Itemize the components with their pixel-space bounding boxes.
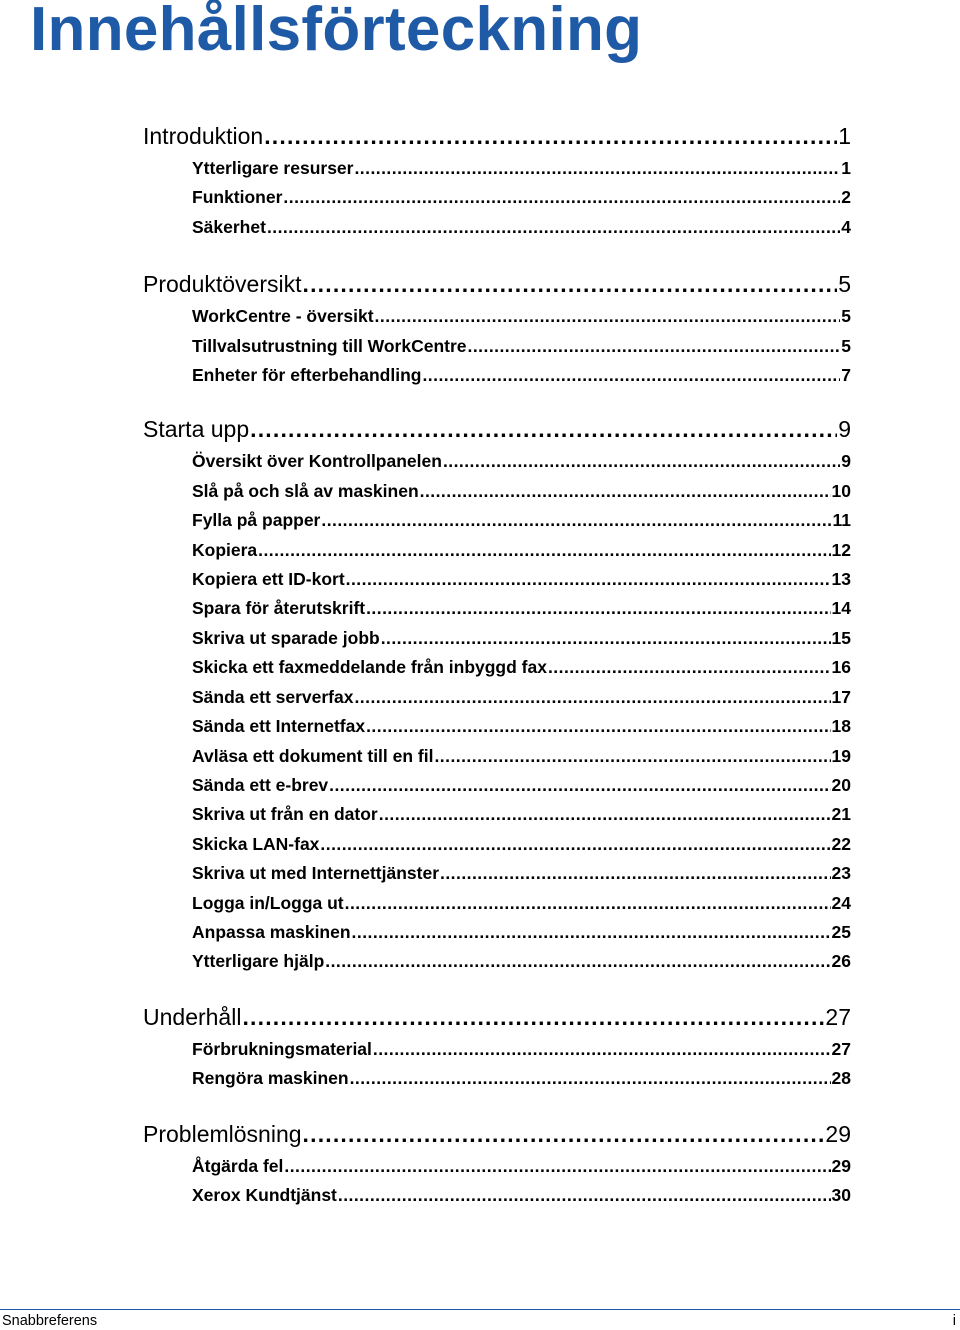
toc-subsection-entry[interactable] [143,565,851,594]
toc-subsection-entry-label: Enheter för efterbehandling [192,365,422,386]
toc-subsection-entry-label: Logga in/Logga ut [192,892,344,913]
toc-subsection-entry-label: WorkCentre - översikt [192,306,374,327]
dot-leader [422,361,840,390]
footer-divider [0,1309,960,1310]
toc-subsection-entry-page-number: 24 [831,892,851,913]
toc-subsection-entry[interactable] [143,889,851,918]
dot-leader [250,411,837,447]
toc-subsection-entry[interactable] [143,830,851,859]
toc-subsection-entry-page-number: 9 [841,451,851,472]
toc-subsection-entry-label: Åtgärda fel [192,1155,284,1176]
dot-leader [258,536,830,565]
toc-subsection-entry-page-number: 12 [831,539,851,560]
toc-subsection-entry[interactable] [143,683,851,712]
toc-chapter-entry[interactable] [143,411,851,447]
toc-subsection-entry[interactable] [143,1064,851,1093]
dot-leader [350,1064,831,1093]
toc-subsection-entry-page-number: 30 [831,1184,851,1205]
toc-subsection-entry[interactable] [143,183,851,212]
toc-subsection-entry[interactable] [143,1152,851,1181]
page-title: Innehållsförteckning [30,0,643,64]
toc-subsection-entry-page-number: 23 [831,863,851,884]
toc-subsection-entry[interactable] [143,332,851,361]
toc-subsection-entry-label: Slå på och slå av maskinen [192,480,419,501]
toc-subsection-entry-label: Sända ett Internetfax [192,716,366,737]
dot-leader [366,712,830,741]
toc-subsection-entry-label: Skriva ut sparade jobb [192,627,380,648]
toc-subsection-entry[interactable] [143,771,851,800]
toc-subsection-entry-label: Säkerhet [192,216,266,237]
toc-subsection-entry-page-number: 17 [831,686,851,707]
footer-page-number: i [952,1313,956,1329]
toc-subsection-entry-page-number: 27 [831,1038,851,1059]
dot-leader [345,889,831,918]
toc-subsection-entry-page-number: 20 [831,774,851,795]
toc-section [143,411,851,976]
dot-leader [303,266,838,302]
toc-chapter-entry-page-number: 9 [838,416,851,443]
toc-subsection-entry-page-number: 11 [832,510,851,531]
toc-subsection-entry-page-number: 21 [831,804,851,825]
table-of-contents [143,118,851,1233]
toc-subsection-entry[interactable] [143,536,851,565]
toc-subsection-entry[interactable] [143,918,851,947]
toc-section [143,999,851,1094]
toc-chapter-entry[interactable] [143,999,851,1035]
toc-subsection-entry-page-number: 26 [831,951,851,972]
dot-leader [352,918,831,947]
dot-leader [264,118,837,154]
dot-leader [283,183,840,212]
toc-section [143,118,851,242]
toc-subsection-entry[interactable] [143,302,851,331]
toc-subsection-entry-label: Översikt över Kontrollpanelen [192,451,442,472]
dot-leader [242,999,824,1035]
toc-chapter-entry-label: Starta upp [143,416,250,443]
dot-leader [443,447,840,476]
toc-subsection-entry-page-number: 5 [841,306,851,327]
toc-subsection-entry-page-number: 29 [831,1155,851,1176]
toc-chapter-entry-page-number: 5 [838,271,851,298]
toc-subsection-entry[interactable] [143,712,851,741]
toc-subsection-entry[interactable] [143,477,851,506]
dot-leader [375,302,841,331]
toc-subsection-entry-page-number: 14 [831,598,851,619]
toc-subsection-entry[interactable] [143,213,851,242]
dot-leader [329,771,830,800]
toc-subsection-entry-label: Avläsa ett dokument till en fil [192,745,434,766]
dot-leader [320,830,830,859]
toc-subsection-entry-page-number: 10 [831,480,851,501]
dot-leader [434,742,830,771]
toc-subsection-entry-label: Anpassa maskinen [192,921,351,942]
toc-subsection-entry-label: Kopiera ett ID-kort [192,569,345,590]
dot-leader [354,683,830,712]
toc-subsection-entry-page-number: 4 [841,216,851,237]
toc-subsection-entry-page-number: 15 [831,627,851,648]
toc-subsection-entry[interactable] [143,947,851,976]
toc-subsection-entry[interactable] [143,1181,851,1210]
toc-subsection-entry-page-number: 22 [831,833,851,854]
toc-subsection-entry-label: Sända ett serverfax [192,686,354,707]
toc-subsection-entry-label: Förbrukningsmaterial [192,1038,372,1059]
dot-leader [373,1035,831,1064]
toc-subsection-entry[interactable] [143,742,851,771]
toc-chapter-entry-page-number: 1 [838,123,851,149]
toc-subsection-entry-label: Fylla på papper [192,510,321,531]
toc-section [143,1116,851,1211]
toc-subsection-entry-label: Rengöra maskinen [192,1068,349,1089]
toc-chapter-entry-label: Underhåll [143,1003,242,1030]
toc-subsection-entry-page-number: 16 [831,657,851,678]
toc-subsection-entry[interactable] [143,447,851,476]
dot-leader [325,947,830,976]
footer-document-name: Snabbreferens [2,1313,98,1329]
dot-leader [267,213,840,242]
toc-subsection-entry-label: Funktioner [192,187,283,208]
dot-leader [420,477,831,506]
toc-chapter-entry[interactable] [143,1116,851,1152]
dot-leader [321,506,831,535]
toc-chapter-entry-label: Introduktion [143,123,264,149]
dot-leader [338,1181,831,1210]
dot-leader [468,332,841,361]
toc-chapter-entry-page-number: 27 [825,1003,851,1030]
toc-chapter-entry-label: Problemlösning [143,1120,302,1147]
toc-subsection-entry-label: Xerox Kundtjänst [192,1184,337,1205]
toc-subsection-entry-page-number: 18 [831,716,851,737]
toc-subsection-entry[interactable] [143,653,851,682]
dot-leader [346,565,831,594]
toc-subsection-entry[interactable] [143,1035,851,1064]
toc-subsection-entry-label: Ytterligare hjälp [192,951,325,972]
toc-subsection-entry[interactable] [143,506,851,535]
toc-subsection-entry-page-number: 28 [831,1068,851,1089]
toc-subsection-entry[interactable] [143,154,851,183]
toc-subsection-entry-label: Kopiera [192,539,258,560]
toc-subsection-entry-label: Skicka LAN-fax [192,833,320,854]
dot-leader [303,1116,825,1152]
toc-subsection-entry[interactable] [143,361,851,390]
toc-chapter-entry-label: Produktöversikt [143,271,302,298]
dot-leader [381,624,831,653]
toc-subsection-entry-label: Skriva ut från en dator [192,804,378,825]
toc-subsection-entry-label: Tillvalsutrustning till WorkCentre [192,335,467,356]
toc-section [143,266,851,390]
toc-subsection-entry[interactable] [143,594,851,623]
toc-subsection-entry[interactable] [143,859,851,888]
toc-subsection-entry-page-number: 13 [831,569,851,590]
toc-subsection-entry-label: Sända ett e-brev [192,774,329,795]
toc-chapter-entry-page-number: 29 [825,1120,851,1147]
dot-leader [379,800,831,829]
dot-leader [366,594,830,623]
dot-leader [440,859,831,888]
dot-leader [284,1152,830,1181]
toc-subsection-entry-label: Skicka ett faxmeddelande från inbyggd fax [192,657,547,678]
toc-subsection-entry-page-number: 5 [841,335,851,356]
toc-subsection-entry-page-number: 25 [831,921,851,942]
dot-leader [354,154,840,183]
toc-subsection-entry-page-number: 2 [841,187,851,208]
toc-chapter-entry[interactable] [143,118,851,154]
toc-subsection-entry[interactable] [143,800,851,829]
toc-subsection-entry-label: Skriva ut med Internettjänster [192,863,440,884]
toc-subsection-entry-page-number: 7 [841,365,851,386]
toc-subsection-entry-label: Ytterligare resurser [192,158,354,178]
toc-subsection-entry-page-number: 1 [841,158,851,178]
toc-subsection-entry-label: Spara för återutskrift [192,598,366,619]
toc-subsection-entry-page-number: 19 [831,745,851,766]
toc-subsection-entry[interactable] [143,624,851,653]
toc-chapter-entry[interactable] [143,266,851,302]
dot-leader [548,653,831,682]
